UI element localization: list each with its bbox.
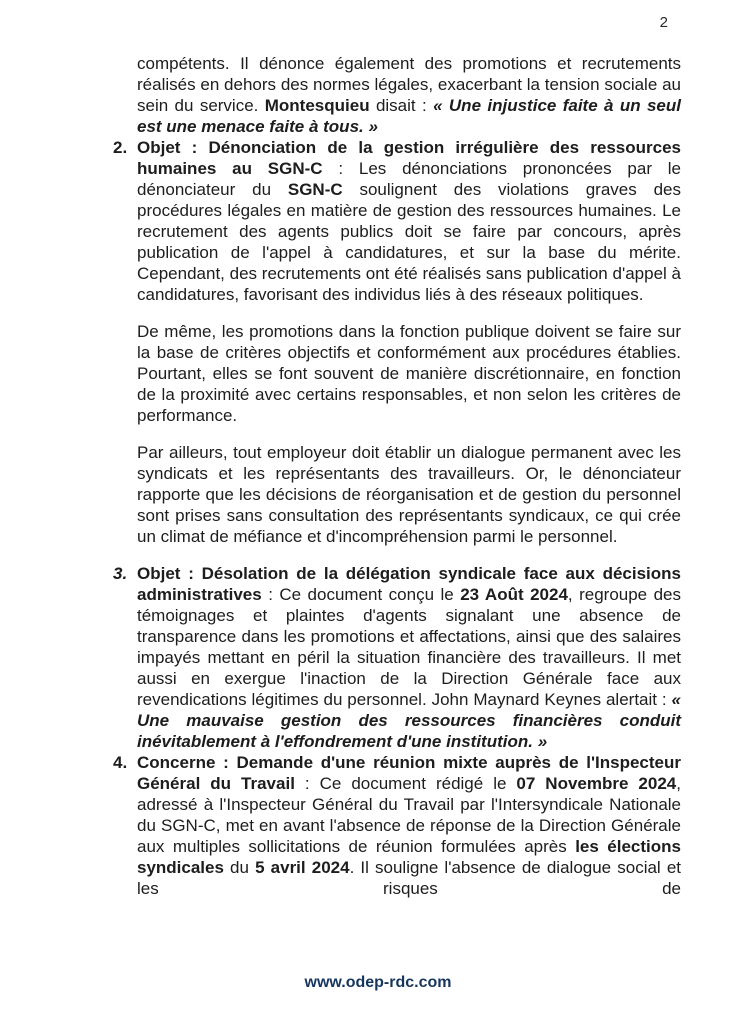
list-item-number: 3. [113, 564, 128, 583]
page-number: 2 [659, 14, 668, 31]
paragraph-par-ailleurs: Par ailleurs, tout employeur doit établir un dialogue permanent avec les syndicats et les représentants des travailleurs. Or, le dénonciateur rapporte que les décisions de réorganisation et de gestion du personnel sont prises sans consultation des représentants syndicaux, ce qui crée un climat de méfiance et d'incompréhension parmi le personnel. [137, 443, 681, 546]
list-item-2 [113, 137, 681, 305]
list-item-text: Objet : Dénonciation de la gestion irrégulière des ressources humaines au SGN-C : Les dénonciations prononcées par le dénonciateur du SGN-C soulignent des violations graves des procédures légales en matière de gestion des ressources humaines. Le recrutement des agents publics doit se faire par concours, après publication de l'appel à candidatures, et sur la base du mérite. Cependant, des recrutements ont été réalisés sans publication d'appel à candidatures, favorisant des individus liés à des réseaux politiques. [137, 138, 682, 304]
document-body [113, 53, 681, 899]
list-item-3 [113, 563, 681, 752]
list-item-number: 4. [113, 753, 128, 772]
page-footer [0, 971, 756, 993]
list-item-4 [113, 752, 681, 899]
paragraph-de-meme: De même, les promotions dans la fonction publique doivent se faire sur la base de critères objectifs et conformément aux procédures établies. Pourtant, elles se font souvent de manière discrétionnaire, en fonction de la proximité avec certains responsables, et non selon les critères de performance. [137, 322, 681, 425]
list-item-text: Concerne : Demande d'une réunion mixte auprès de l'Inspecteur Général du Travail : Ce document rédigé le 07 Novembre 2024, adressé à l'Inspecteur Général du Travail par l'Intersyndicale Nationale du SGN-C, met en avant l'absence de réponse de la Direction Générale aux multiples sollicitations de réunion formulées après les élections syndicales du 5 avril 2024. Il souligne l'absence de dialogue social et les risques de [137, 753, 681, 898]
list-item-text: Objet : Désolation de la délégation syndicale face aux décisions administratives : Ce document conçu le 23 Août 2024, regroupe des témoignages et plaintes d'agents signalant une absence de transparence dans les promotions et affectations, ainsi que des salaires impayés mettant en péril la situation financière des travailleurs. Il met aussi en exergue l'inaction de la Direction Générale face aux revendications légitimes du personnel. John Maynard Keynes alertait : « Une mauvaise gestion des ressources financières conduit inévitablement à l'effondrement d'une institution. » [137, 564, 682, 751]
list-item-number: 2. [113, 138, 128, 157]
footer-website-link[interactable]: www.odep-rdc.com [304, 974, 452, 991]
paragraph-continuation: compétents. Il dénonce également des promotions et recrutements réalisés en dehors des normes légales, exacerbant la tension sociale au sein du service. Montesquieu disait : « Une injustice faite à un seul est une menace faite à tous. » [137, 54, 681, 136]
